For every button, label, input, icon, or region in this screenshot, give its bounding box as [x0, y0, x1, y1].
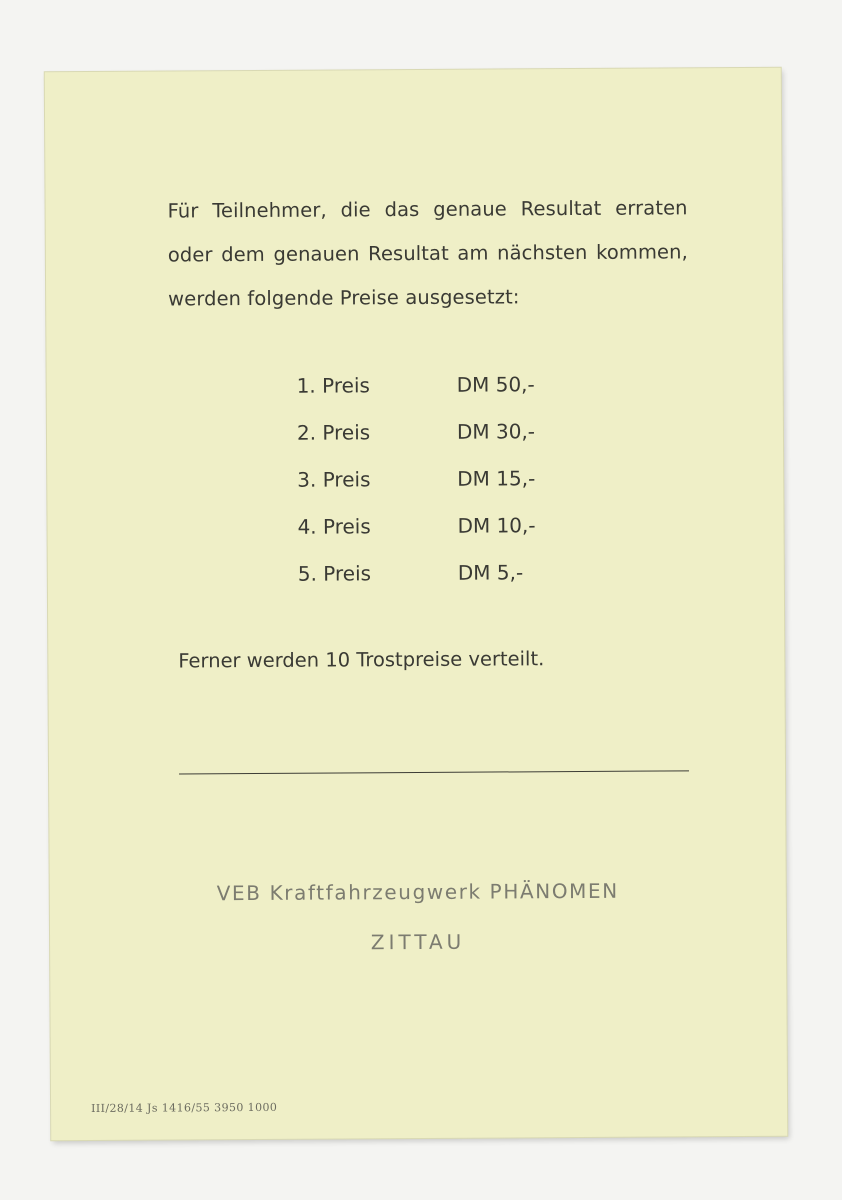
consolation-text: Ferner werden 10 Trostpreise verteilt.: [178, 647, 545, 673]
prize-row: [297, 361, 597, 410]
prize-rank: 2. Preis: [296, 420, 371, 445]
divider-line: [179, 770, 689, 774]
prize-row: [297, 408, 597, 457]
company-name: VEB Kraftfahrzeugwerk PHÄNOMEN: [216, 878, 619, 906]
prize-row: [297, 502, 597, 551]
prize-amount: DM 30,-: [456, 419, 536, 444]
prize-rank: 1. Preis: [296, 373, 370, 398]
prize-row: [298, 549, 598, 598]
prize-rank: 4. Preis: [297, 514, 371, 539]
prize-row: [297, 455, 597, 504]
prize-amount: DM 5,-: [457, 560, 524, 585]
prize-rank: 5. Preis: [297, 561, 372, 586]
prize-list: [297, 361, 598, 598]
intro-text: Für Teilnehmer, die das genaue Resultat erraten oder dem genauen Resultat am nächsten kommen, werden folgende Preise ausgesetzt:: [167, 196, 688, 311]
prize-amount: DM 50,-: [456, 372, 535, 397]
company-city: ZITTAU: [370, 929, 466, 955]
prize-card: [45, 68, 788, 1140]
print-code: III/28/14 Js 1416/55 3950 1000: [91, 1100, 278, 1115]
prize-amount: DM 10,-: [457, 513, 536, 538]
prize-rank: 3. Preis: [297, 467, 371, 492]
prize-amount: DM 15,-: [457, 466, 536, 491]
